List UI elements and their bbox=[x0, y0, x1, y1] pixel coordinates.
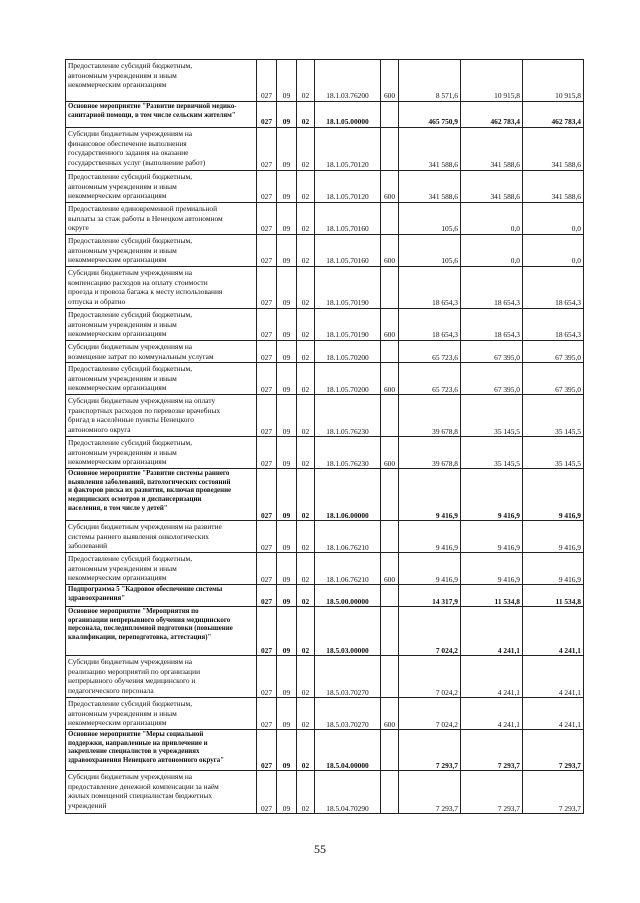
item-description-cell bbox=[66, 656, 257, 698]
description-line: проезда и провоза багажа к месту использования bbox=[68, 287, 223, 297]
expense-type-cell: 600 bbox=[381, 363, 399, 395]
table-row bbox=[66, 203, 584, 235]
admin-code-cell: 027 bbox=[257, 656, 277, 698]
description-line: государственных услуг (выполнение работ) bbox=[68, 157, 206, 167]
table-row bbox=[66, 698, 584, 730]
description-line: некоммерческим организациям bbox=[68, 457, 167, 467]
description-line: Подпрограмма 5 "Кадровое обеспечение системы bbox=[68, 586, 223, 594]
expense-type-cell: 600 bbox=[381, 698, 399, 730]
target-article-cell: 18.1.05.00000 bbox=[315, 102, 381, 128]
description-line: медицинских осмотров и диспансеризации bbox=[68, 495, 202, 503]
amount-year-3-cell: 7 293,7 bbox=[523, 730, 584, 771]
admin-code-cell: 027 bbox=[257, 60, 277, 102]
description-line: Предоставление единовременной премиальной bbox=[68, 204, 218, 213]
item-description-cell bbox=[66, 267, 257, 309]
description-line: закрепление специалистов в учреждениях bbox=[68, 748, 200, 756]
expense-type-cell: 600 bbox=[381, 60, 399, 102]
description-line: организации непрерывного обучения медицинского bbox=[68, 616, 231, 624]
description-line: Предоставление субсидий бюджетным, bbox=[68, 310, 193, 319]
amount-year-1-cell: 65 723,6 bbox=[399, 341, 461, 363]
description-line: автономным учреждениям и иным bbox=[68, 373, 177, 383]
description-line: транспортных расходов по перевозке врачебных bbox=[68, 405, 221, 415]
subsection-code-cell: 02 bbox=[297, 60, 315, 102]
expense-type-cell bbox=[381, 203, 399, 235]
amount-year-3-cell: 67 395,0 bbox=[523, 363, 584, 395]
description-line: автономным учреждениям и иным bbox=[68, 181, 177, 191]
target-article-cell: 18.1.06.00000 bbox=[315, 469, 381, 521]
description-line: Субсидии бюджетным учреждениям на bbox=[68, 129, 193, 138]
description-line: отпуска и обратно bbox=[68, 296, 126, 306]
expense-type-cell: 600 bbox=[381, 309, 399, 341]
description-line: финансовое обеспечение выполнения bbox=[68, 138, 187, 148]
item-description-cell bbox=[66, 60, 257, 102]
amount-year-1-cell: 39 678,8 bbox=[399, 437, 461, 469]
description-line: Предоставление субсидий бюджетным, bbox=[68, 438, 193, 448]
description-line: поддержки, направленные на привлечение и bbox=[68, 739, 208, 747]
admin-code-cell: 027 bbox=[257, 267, 277, 309]
amount-year-3-cell: 9 416,9 bbox=[523, 469, 584, 521]
description-line: некоммерческим организациям bbox=[68, 191, 167, 201]
amount-year-2-cell: 35 145,5 bbox=[461, 395, 523, 437]
admin-code-cell: 027 bbox=[257, 341, 277, 363]
description-line: автономным учреждениям и иным bbox=[68, 245, 177, 255]
amount-year-2-cell: 9 416,9 bbox=[461, 553, 523, 585]
expense-type-cell bbox=[381, 607, 399, 656]
amount-year-1-cell: 9 416,9 bbox=[399, 469, 461, 521]
description-line: государственного задания на оказание bbox=[68, 148, 189, 158]
amount-year-2-cell: 0,0 bbox=[461, 203, 523, 235]
amount-year-1-cell: 14 317,9 bbox=[399, 585, 461, 607]
table-row bbox=[66, 309, 584, 341]
section-code-cell: 09 bbox=[277, 698, 297, 730]
amount-year-3-cell: 462 783,4 bbox=[523, 102, 584, 128]
target-article-cell: 18.1.06.76210 bbox=[315, 553, 381, 585]
amount-year-2-cell: 341 588,6 bbox=[461, 171, 523, 203]
description-line: здравоохранения" bbox=[68, 594, 126, 602]
amount-year-1-cell: 341 588,6 bbox=[399, 128, 461, 171]
admin-code-cell: 027 bbox=[257, 171, 277, 203]
description-line: возмещение затрат по коммунальным услугам bbox=[68, 351, 214, 361]
amount-year-1-cell: 341 588,6 bbox=[399, 171, 461, 203]
amount-year-2-cell: 462 783,4 bbox=[461, 102, 523, 128]
expense-type-cell: 600 bbox=[381, 235, 399, 267]
description-line: автономным учреждениям и иным bbox=[68, 708, 177, 718]
description-line: Субсидии бюджетным учреждениям на bbox=[68, 342, 193, 351]
description-line: некоммерческим организациям bbox=[68, 329, 167, 339]
subsection-code-cell: 02 bbox=[297, 553, 315, 585]
admin-code-cell: 027 bbox=[257, 437, 277, 469]
section-code-cell: 09 bbox=[277, 607, 297, 656]
table-row bbox=[66, 469, 584, 521]
description-line: бригад в населённые пункты Ненецкого bbox=[68, 415, 194, 425]
description-line: Субсидии бюджетным учреждениям на bbox=[68, 657, 193, 667]
admin-code-cell: 027 bbox=[257, 469, 277, 521]
subsection-code-cell: 02 bbox=[297, 607, 315, 656]
subsection-code-cell: 02 bbox=[297, 698, 315, 730]
item-description-cell bbox=[66, 698, 257, 730]
amount-year-1-cell: 105,6 bbox=[399, 235, 461, 267]
description-line: реализацию мероприятий по организации bbox=[68, 666, 201, 676]
description-line: населения, в том числе у детей" bbox=[68, 504, 168, 512]
description-line: Субсидии бюджетным учреждениям на bbox=[68, 268, 193, 277]
expense-type-cell bbox=[381, 102, 399, 128]
section-code-cell: 09 bbox=[277, 585, 297, 607]
admin-code-cell: 027 bbox=[257, 363, 277, 395]
description-line: системы раннего выявления онкологических bbox=[68, 531, 209, 541]
budget-table bbox=[65, 59, 584, 814]
admin-code-cell: 027 bbox=[257, 698, 277, 730]
description-line: Предоставление субсидий бюджетным, bbox=[68, 236, 193, 245]
amount-year-2-cell: 9 416,9 bbox=[461, 521, 523, 553]
description-line: некоммерческим организациям bbox=[68, 718, 167, 728]
amount-year-3-cell: 18 654,3 bbox=[523, 309, 584, 341]
target-article-cell: 18.1.05.70120 bbox=[315, 128, 381, 171]
section-code-cell: 09 bbox=[277, 363, 297, 395]
item-description-cell bbox=[66, 128, 257, 171]
section-code-cell: 09 bbox=[277, 341, 297, 363]
amount-year-3-cell: 7 293,7 bbox=[523, 771, 584, 814]
subsection-code-cell: 02 bbox=[297, 102, 315, 128]
description-line: компенсацию расходов на оплату стоимости bbox=[68, 277, 208, 287]
expense-type-cell bbox=[381, 395, 399, 437]
description-line: непрерывного обучения медицинского и bbox=[68, 676, 196, 686]
section-code-cell: 09 bbox=[277, 128, 297, 171]
description-line: Предоставление субсидий бюджетным, bbox=[68, 364, 193, 374]
description-line: Основное мероприятие "Меры социальной bbox=[68, 731, 204, 739]
amount-year-3-cell: 0,0 bbox=[523, 235, 584, 267]
amount-year-3-cell: 11 534,8 bbox=[523, 585, 584, 607]
item-description-cell bbox=[66, 730, 257, 771]
item-description-cell bbox=[66, 203, 257, 235]
amount-year-1-cell: 18 654,3 bbox=[399, 267, 461, 309]
description-line: некоммерческим организациям bbox=[68, 383, 167, 393]
amount-year-3-cell: 35 145,5 bbox=[523, 395, 584, 437]
expense-type-cell bbox=[381, 656, 399, 698]
amount-year-2-cell: 11 534,8 bbox=[461, 585, 523, 607]
admin-code-cell: 027 bbox=[257, 607, 277, 656]
amount-year-3-cell: 10 915,8 bbox=[523, 60, 584, 102]
table-row bbox=[66, 171, 584, 203]
subsection-code-cell: 02 bbox=[297, 363, 315, 395]
amount-year-1-cell: 65 723,6 bbox=[399, 363, 461, 395]
amount-year-2-cell: 35 145,5 bbox=[461, 437, 523, 469]
description-line: Субсидии бюджетным учреждениям на развитие bbox=[68, 522, 222, 532]
expense-type-cell: 600 bbox=[381, 171, 399, 203]
target-article-cell: 18.1.05.70200 bbox=[315, 341, 381, 363]
expense-type-cell bbox=[381, 267, 399, 309]
description-line: автономным учреждениям и иным bbox=[68, 319, 177, 329]
amount-year-2-cell: 18 654,3 bbox=[461, 267, 523, 309]
description-line: Основное мероприятие "Развитие первичной медико- bbox=[68, 103, 237, 110]
description-line: учреждений bbox=[68, 800, 107, 810]
expense-type-cell: 600 bbox=[381, 553, 399, 585]
expense-type-cell bbox=[381, 341, 399, 363]
item-description-cell bbox=[66, 771, 257, 814]
admin-code-cell: 027 bbox=[257, 235, 277, 267]
section-code-cell: 09 bbox=[277, 235, 297, 267]
section-code-cell: 09 bbox=[277, 771, 297, 814]
target-article-cell: 18.1.05.70160 bbox=[315, 203, 381, 235]
amount-year-1-cell: 9 416,9 bbox=[399, 553, 461, 585]
target-article-cell: 18.1.03.76200 bbox=[315, 60, 381, 102]
table-row bbox=[66, 553, 584, 585]
target-article-cell: 18.5.04.00000 bbox=[315, 730, 381, 771]
expense-type-cell bbox=[381, 521, 399, 553]
expense-type-cell bbox=[381, 771, 399, 814]
subsection-code-cell: 02 bbox=[297, 309, 315, 341]
table-row bbox=[66, 771, 584, 814]
amount-year-2-cell: 4 241,1 bbox=[461, 656, 523, 698]
amount-year-1-cell: 105,6 bbox=[399, 203, 461, 235]
amount-year-3-cell: 4 241,1 bbox=[523, 607, 584, 656]
target-article-cell: 18.5.00.00000 bbox=[315, 585, 381, 607]
table-row bbox=[66, 607, 584, 656]
subsection-code-cell: 02 bbox=[297, 437, 315, 469]
amount-year-2-cell: 67 395,0 bbox=[461, 363, 523, 395]
amount-year-3-cell: 4 241,1 bbox=[523, 698, 584, 730]
table-row bbox=[66, 363, 584, 395]
description-line: некоммерческим организациям bbox=[68, 255, 167, 265]
target-article-cell: 18.1.05.70120 bbox=[315, 171, 381, 203]
admin-code-cell: 027 bbox=[257, 128, 277, 171]
item-description-cell bbox=[66, 607, 257, 656]
table-row bbox=[66, 267, 584, 309]
subsection-code-cell: 02 bbox=[297, 128, 315, 171]
amount-year-2-cell: 9 416,9 bbox=[461, 469, 523, 521]
target-article-cell: 18.1.05.70200 bbox=[315, 363, 381, 395]
page-number: 55 bbox=[314, 842, 326, 856]
target-article-cell: 18.5.03.00000 bbox=[315, 607, 381, 656]
amount-year-1-cell: 7 024,2 bbox=[399, 607, 461, 656]
admin-code-cell: 027 bbox=[257, 203, 277, 235]
amount-year-2-cell: 0,0 bbox=[461, 235, 523, 267]
amount-year-1-cell: 7 024,2 bbox=[399, 656, 461, 698]
target-article-cell: 18.1.06.76210 bbox=[315, 521, 381, 553]
section-code-cell: 09 bbox=[277, 730, 297, 771]
table-row bbox=[66, 102, 584, 128]
item-description-cell bbox=[66, 171, 257, 203]
item-description-cell bbox=[66, 102, 257, 128]
description-line: квалификации, переподготовка, аттестация)" bbox=[68, 633, 212, 641]
admin-code-cell: 027 bbox=[257, 309, 277, 341]
section-code-cell: 09 bbox=[277, 102, 297, 128]
section-code-cell: 09 bbox=[277, 203, 297, 235]
amount-year-3-cell: 0,0 bbox=[523, 203, 584, 235]
amount-year-2-cell: 7 293,7 bbox=[461, 771, 523, 814]
target-article-cell: 18.5.04.70290 bbox=[315, 771, 381, 814]
amount-year-2-cell: 4 241,1 bbox=[461, 698, 523, 730]
subsection-code-cell: 02 bbox=[297, 730, 315, 771]
target-article-cell: 18.1.05.76230 bbox=[315, 395, 381, 437]
amount-year-1-cell: 7 024,2 bbox=[399, 698, 461, 730]
description-line: предоставление денежной компенсации за наём bbox=[68, 781, 219, 791]
target-article-cell: 18.5.03.70270 bbox=[315, 656, 381, 698]
description-line: заболеваний bbox=[68, 541, 108, 551]
description-line: Предоставление субсидий бюджетным, bbox=[68, 699, 193, 709]
subsection-code-cell: 02 bbox=[297, 585, 315, 607]
amount-year-3-cell: 9 416,9 bbox=[523, 521, 584, 553]
amount-year-2-cell: 67 395,0 bbox=[461, 341, 523, 363]
amount-year-2-cell: 10 915,8 bbox=[461, 60, 523, 102]
section-code-cell: 09 bbox=[277, 309, 297, 341]
amount-year-2-cell: 18 654,3 bbox=[461, 309, 523, 341]
table-row bbox=[66, 585, 584, 607]
target-article-cell: 18.1.05.70190 bbox=[315, 267, 381, 309]
table-row bbox=[66, 395, 584, 437]
amount-year-3-cell: 341 588,6 bbox=[523, 171, 584, 203]
description-line: Предоставление субсидий бюджетным, bbox=[68, 61, 193, 70]
description-line: Субсидии бюджетным учреждениям на bbox=[68, 772, 193, 782]
description-line: Предоставление субсидий бюджетным, bbox=[68, 554, 193, 564]
description-line: здравоохранения Ненецкого автономного округа" bbox=[68, 756, 225, 764]
subsection-code-cell: 02 bbox=[297, 395, 315, 437]
item-description-cell bbox=[66, 553, 257, 585]
subsection-code-cell: 02 bbox=[297, 469, 315, 521]
amount-year-1-cell: 39 678,8 bbox=[399, 395, 461, 437]
description-line: персонала, последипломной подготовки (повышение bbox=[68, 625, 233, 633]
table-row bbox=[66, 521, 584, 553]
admin-code-cell: 027 bbox=[257, 395, 277, 437]
target-article-cell: 18.1.05.70160 bbox=[315, 235, 381, 267]
section-code-cell: 09 bbox=[277, 521, 297, 553]
section-code-cell: 09 bbox=[277, 60, 297, 102]
subsection-code-cell: 02 bbox=[297, 521, 315, 553]
description-line: Субсидии бюджетным учреждениям на оплату bbox=[68, 396, 216, 406]
target-article-cell: 18.1.05.76230 bbox=[315, 437, 381, 469]
subsection-code-cell: 02 bbox=[297, 171, 315, 203]
amount-year-2-cell: 4 241,1 bbox=[461, 607, 523, 656]
amount-year-1-cell: 9 416,9 bbox=[399, 521, 461, 553]
target-article-cell: 18.1.05.70190 bbox=[315, 309, 381, 341]
table-row bbox=[66, 437, 584, 469]
subsection-code-cell: 02 bbox=[297, 341, 315, 363]
item-description-cell bbox=[66, 363, 257, 395]
amount-year-3-cell: 4 241,1 bbox=[523, 656, 584, 698]
description-line: и факторов риска их развития, включая проведение bbox=[68, 487, 232, 495]
description-line: Предоставление субсидий бюджетным, bbox=[68, 172, 193, 181]
expense-type-cell: 600 bbox=[381, 437, 399, 469]
description-line: автономным учреждениям и иным bbox=[68, 70, 177, 80]
amount-year-1-cell: 18 654,3 bbox=[399, 309, 461, 341]
amount-year-1-cell: 465 750,9 bbox=[399, 102, 461, 128]
subsection-code-cell: 02 bbox=[297, 771, 315, 814]
admin-code-cell: 027 bbox=[257, 553, 277, 585]
description-line: выплаты за стаж работы в Ненецком автономном bbox=[68, 213, 223, 223]
subsection-code-cell: 02 bbox=[297, 235, 315, 267]
description-line: автономным учреждениям и иным bbox=[68, 563, 177, 573]
description-line: некоммерческим организациям bbox=[68, 80, 167, 90]
admin-code-cell: 027 bbox=[257, 730, 277, 771]
amount-year-3-cell: 35 145,5 bbox=[523, 437, 584, 469]
section-code-cell: 09 bbox=[277, 437, 297, 469]
section-code-cell: 09 bbox=[277, 395, 297, 437]
section-code-cell: 09 bbox=[277, 469, 297, 521]
table-row bbox=[66, 128, 584, 171]
amount-year-1-cell: 7 293,7 bbox=[399, 730, 461, 771]
amount-year-3-cell: 18 654,3 bbox=[523, 267, 584, 309]
section-code-cell: 09 bbox=[277, 171, 297, 203]
table-row bbox=[66, 60, 584, 102]
target-article-cell: 18.5.03.70270 bbox=[315, 698, 381, 730]
description-line: жилых помещений специалистам бюджетных bbox=[68, 791, 213, 801]
description-line: автономным учреждениям и иным bbox=[68, 447, 177, 457]
amount-year-1-cell: 7 293,7 bbox=[399, 771, 461, 814]
item-description-cell bbox=[66, 469, 257, 521]
description-line: выявления заболеваний, патологических состояний bbox=[68, 478, 231, 486]
description-line: округе bbox=[68, 223, 89, 233]
subsection-code-cell: 02 bbox=[297, 656, 315, 698]
table-row bbox=[66, 656, 584, 698]
subsection-code-cell: 02 bbox=[297, 267, 315, 309]
item-description-cell bbox=[66, 395, 257, 437]
description-line: Основное мероприятие "Развитие системы раннего bbox=[68, 470, 230, 478]
expense-type-cell bbox=[381, 730, 399, 771]
expense-type-cell bbox=[381, 128, 399, 171]
section-code-cell: 09 bbox=[277, 267, 297, 309]
admin-code-cell: 027 bbox=[257, 521, 277, 553]
description-line: некоммерческим организациям bbox=[68, 573, 167, 583]
description-line: санитарной помощи, в том числе сельским жителям" bbox=[68, 111, 236, 119]
item-description-cell bbox=[66, 521, 257, 553]
amount-year-2-cell: 7 293,7 bbox=[461, 730, 523, 771]
expense-type-cell bbox=[381, 469, 399, 521]
table-row bbox=[66, 341, 584, 363]
table-row bbox=[66, 730, 584, 771]
item-description-cell bbox=[66, 585, 257, 607]
expense-type-cell bbox=[381, 585, 399, 607]
description-line: Основное мероприятие "Мероприятия по bbox=[68, 608, 199, 616]
section-code-cell: 09 bbox=[277, 656, 297, 698]
amount-year-2-cell: 341 588,6 bbox=[461, 128, 523, 171]
item-description-cell bbox=[66, 341, 257, 363]
section-code-cell: 09 bbox=[277, 553, 297, 585]
amount-year-3-cell: 9 416,9 bbox=[523, 553, 584, 585]
amount-year-1-cell: 8 571,6 bbox=[399, 60, 461, 102]
amount-year-3-cell: 341 588,6 bbox=[523, 128, 584, 171]
item-description-cell bbox=[66, 309, 257, 341]
admin-code-cell: 027 bbox=[257, 102, 277, 128]
item-description-cell bbox=[66, 437, 257, 469]
description-line: педагогического персонала bbox=[68, 685, 154, 695]
amount-year-3-cell: 67 395,0 bbox=[523, 341, 584, 363]
item-description-cell bbox=[66, 235, 257, 267]
description-line: автономного округа bbox=[68, 424, 131, 434]
subsection-code-cell: 02 bbox=[297, 203, 315, 235]
admin-code-cell: 027 bbox=[257, 585, 277, 607]
table-row bbox=[66, 235, 584, 267]
admin-code-cell: 027 bbox=[257, 771, 277, 814]
